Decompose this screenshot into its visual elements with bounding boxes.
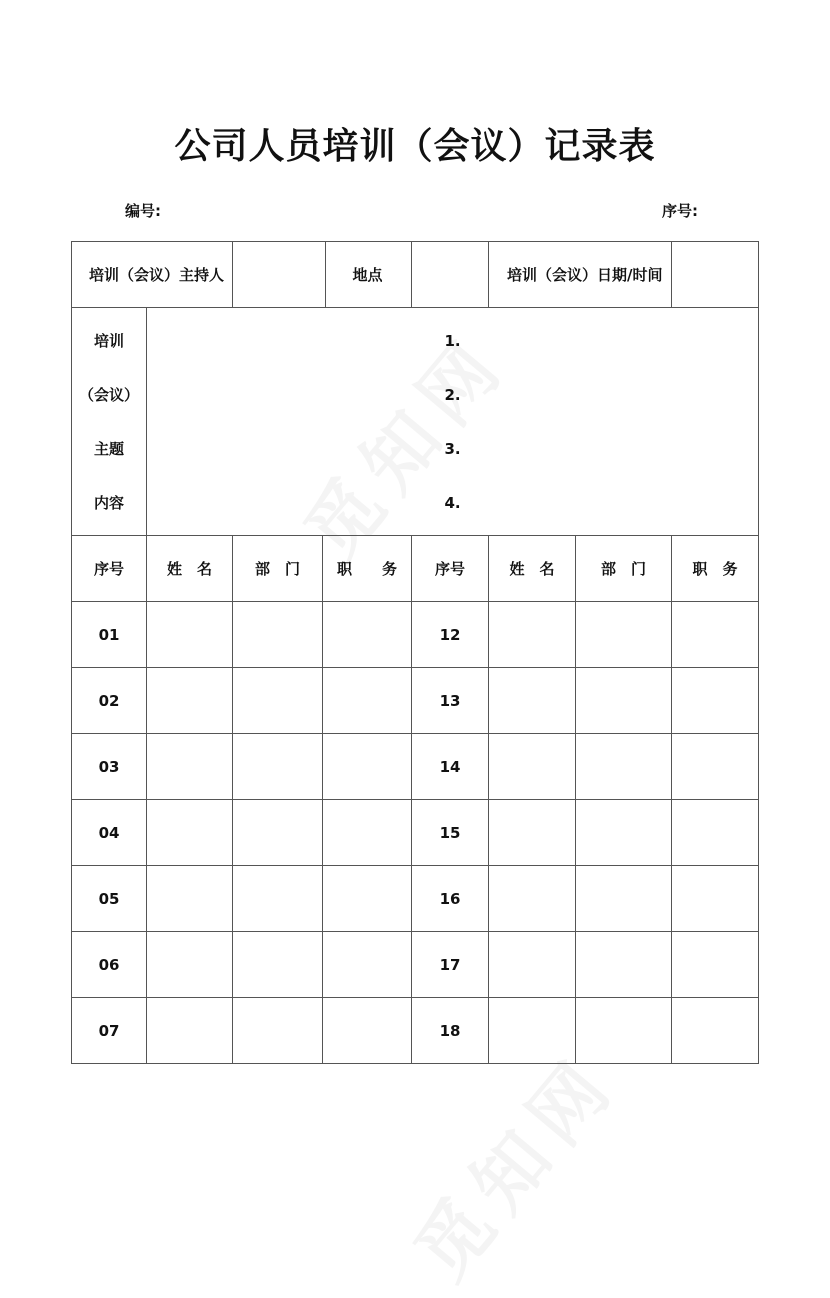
number-label: 编号: — [125, 202, 161, 220]
position-cell[interactable] — [323, 998, 412, 1064]
location-datetime-cell — [412, 242, 672, 308]
name-cell[interactable] — [489, 866, 576, 932]
position-cell[interactable] — [323, 734, 412, 800]
position-cell[interactable] — [672, 668, 759, 734]
topic-item: 2. — [444, 385, 461, 404]
row-number: 01 — [72, 602, 147, 668]
position-cell[interactable] — [672, 932, 759, 998]
position-cell[interactable] — [323, 866, 412, 932]
position-cell[interactable] — [323, 602, 412, 668]
row-number: 07 — [72, 998, 147, 1064]
topic-label-line: 主题 — [93, 439, 124, 458]
position-cell[interactable] — [672, 998, 759, 1064]
name-cell[interactable] — [489, 932, 576, 998]
row-number: 05 — [72, 866, 147, 932]
dept-cell[interactable] — [233, 866, 323, 932]
dept-cell[interactable] — [233, 800, 323, 866]
dept-cell[interactable] — [576, 800, 672, 866]
row-number: 15 — [412, 800, 489, 866]
row-number: 17 — [412, 932, 489, 998]
dept-cell[interactable] — [233, 668, 323, 734]
name-cell[interactable] — [489, 602, 576, 668]
row-number: 14 — [412, 734, 489, 800]
topic-item: 4. — [444, 493, 461, 512]
dept-cell[interactable] — [576, 668, 672, 734]
row-number: 04 — [72, 800, 147, 866]
topic-label-line: 培训 — [93, 331, 124, 350]
name-cell[interactable] — [147, 800, 233, 866]
dept-cell[interactable] — [576, 932, 672, 998]
position-cell[interactable] — [323, 932, 412, 998]
host-value[interactable] — [233, 242, 326, 307]
name-cell[interactable] — [489, 998, 576, 1064]
position-cell[interactable] — [323, 800, 412, 866]
row-number: 13 — [412, 668, 489, 734]
datetime-label: 培训（会议）日期/时间 — [507, 266, 663, 284]
host-field[interactable] — [233, 242, 412, 308]
column-header-row — [72, 536, 759, 602]
table-row — [72, 932, 759, 998]
dept-cell[interactable] — [233, 734, 323, 800]
row-number: 03 — [72, 734, 147, 800]
name-cell[interactable] — [147, 866, 233, 932]
table-row — [72, 668, 759, 734]
location-label: 地点 — [352, 266, 383, 284]
dept-cell[interactable] — [233, 998, 323, 1064]
row-number: 18 — [412, 998, 489, 1064]
col-dept-2: 部 门 — [576, 536, 672, 602]
table-row — [72, 866, 759, 932]
topic-row — [72, 308, 759, 536]
datetime-value[interactable] — [672, 242, 759, 308]
row-number: 16 — [412, 866, 489, 932]
watermark-bottom — [387, 1028, 638, 1298]
table-row — [72, 800, 759, 866]
location-value[interactable] — [412, 242, 489, 307]
topic-item: 1. — [444, 331, 461, 350]
topic-label — [72, 308, 147, 536]
row-number: 06 — [72, 932, 147, 998]
name-cell[interactable] — [489, 800, 576, 866]
position-cell[interactable] — [672, 602, 759, 668]
row-number: 12 — [412, 602, 489, 668]
header-row — [72, 242, 759, 308]
col-name-2: 姓 名 — [489, 536, 576, 602]
name-cell[interactable] — [147, 932, 233, 998]
name-cell[interactable] — [489, 734, 576, 800]
seq-label: 序号: — [662, 202, 698, 220]
position-cell[interactable] — [672, 866, 759, 932]
table-row — [72, 602, 759, 668]
col-position: 职 务 — [323, 536, 412, 602]
col-position-2: 职 务 — [672, 536, 759, 602]
name-cell[interactable] — [147, 998, 233, 1064]
host-label: 培训（会议）主持人 — [72, 242, 233, 308]
col-seq: 序号 — [72, 536, 147, 602]
topic-item: 3. — [444, 439, 461, 458]
dept-cell[interactable] — [576, 734, 672, 800]
table-row — [72, 734, 759, 800]
name-cell[interactable] — [489, 668, 576, 734]
name-cell[interactable] — [147, 734, 233, 800]
dept-cell[interactable] — [233, 602, 323, 668]
name-cell[interactable] — [147, 602, 233, 668]
topic-label-line: 内容 — [93, 493, 124, 512]
col-seq-2: 序号 — [412, 536, 489, 602]
position-cell[interactable] — [323, 668, 412, 734]
dept-cell[interactable] — [576, 998, 672, 1064]
table-row — [72, 998, 759, 1064]
record-table — [71, 241, 759, 1064]
topic-label-line: （会议） — [78, 385, 139, 404]
topic-content[interactable] — [147, 308, 759, 536]
dept-cell[interactable] — [233, 932, 323, 998]
row-number: 02 — [72, 668, 147, 734]
position-cell[interactable] — [672, 800, 759, 866]
page-title: 公司人员培训（会议）记录表 — [174, 126, 656, 167]
col-dept: 部 门 — [233, 536, 323, 602]
position-cell[interactable] — [672, 734, 759, 800]
name-cell[interactable] — [147, 668, 233, 734]
dept-cell[interactable] — [576, 602, 672, 668]
col-name: 姓 名 — [147, 536, 233, 602]
dept-cell[interactable] — [576, 866, 672, 932]
